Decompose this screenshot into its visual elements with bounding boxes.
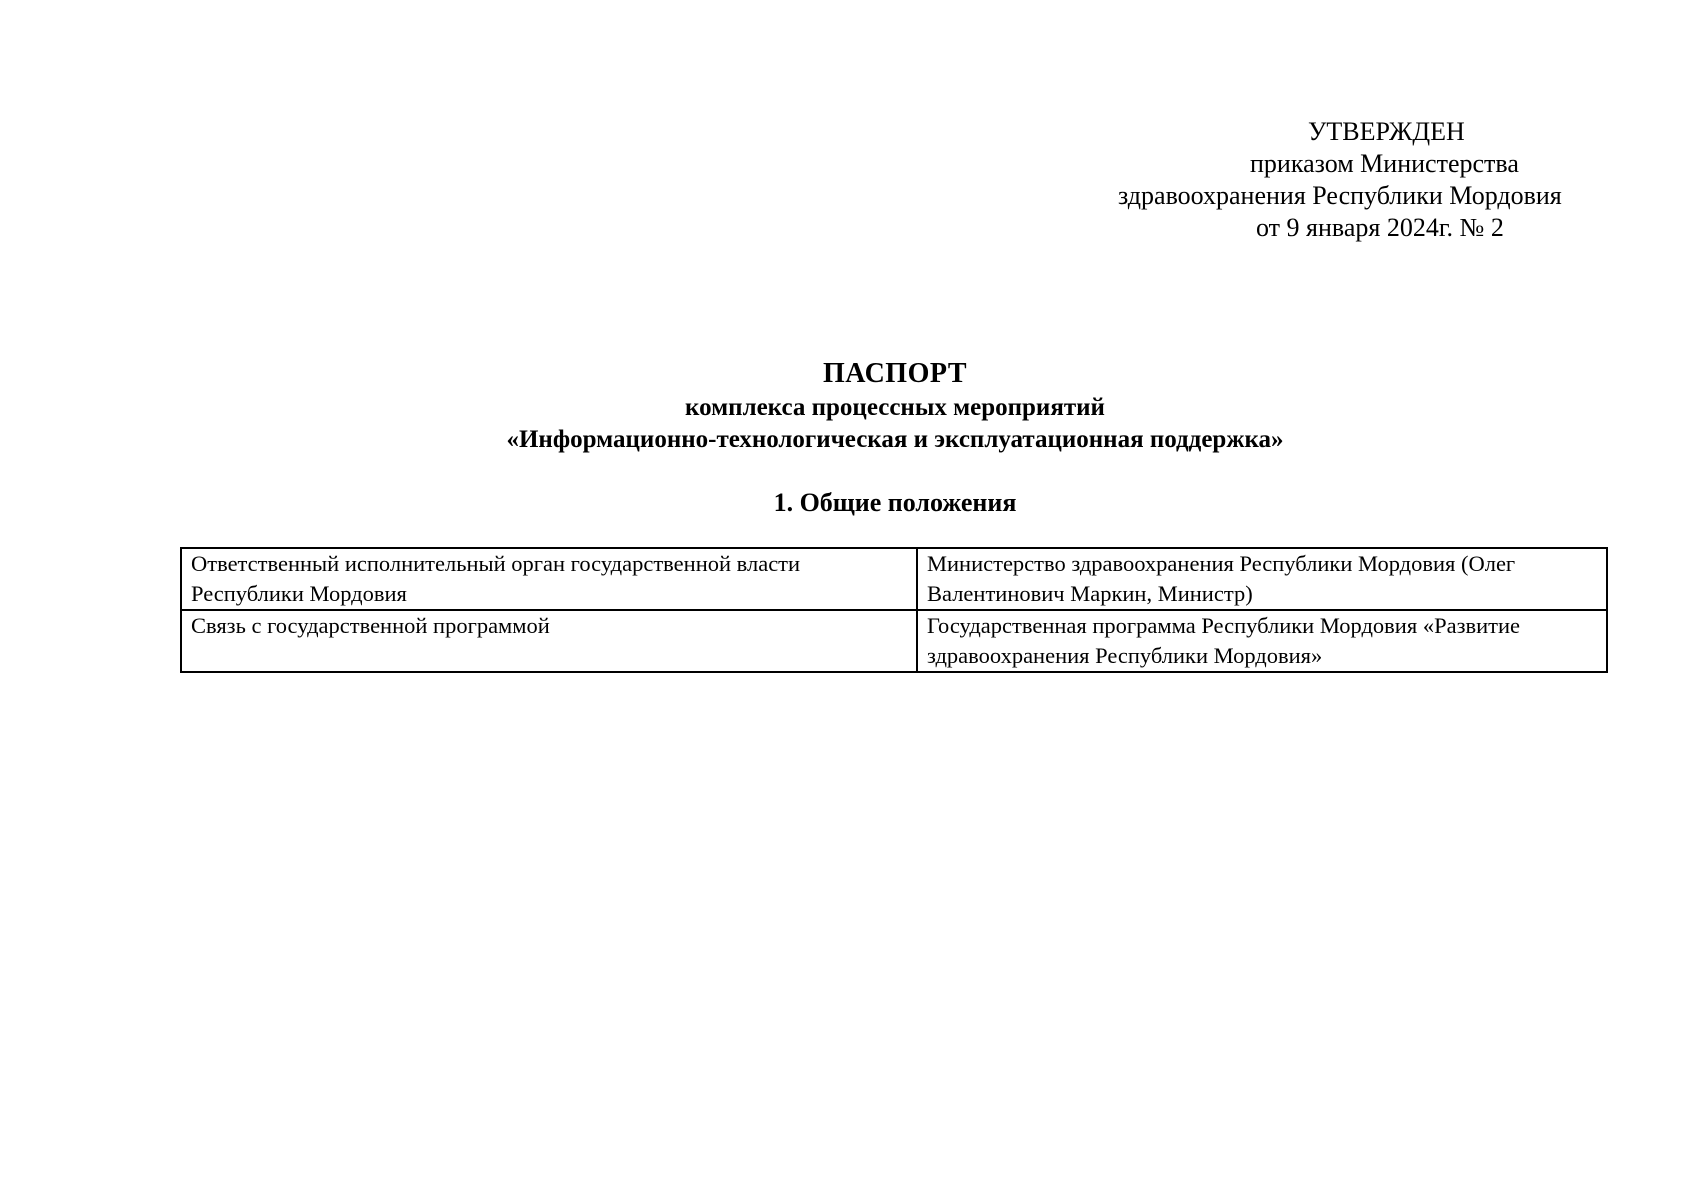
approval-ministry: здравоохранения Республики Мордовия: [1118, 181, 1562, 210]
table-cell-label: Ответственный исполнительный орган государственной власти Республики Мордовия: [181, 548, 917, 610]
document-title: ПАСПОРТ: [822, 358, 967, 389]
table-row: [181, 548, 1607, 610]
document-heading: [0, 356, 1698, 456]
table-row: [181, 610, 1607, 672]
approval-date: от 9 января 2024г. № 2: [1256, 213, 1504, 242]
approval-title: УТВЕРЖДЕН: [1308, 117, 1465, 146]
approval-block: [1112, 116, 1612, 244]
table-cell-value: Государственная программа Республики Мордовия «Развитие здравоохранения Республики Мордовия»: [917, 610, 1607, 672]
table-cell-value: Министерство здравоохранения Республики Мордовия (Олег Валентинович Маркин, Министр): [917, 548, 1607, 610]
document-subtitle-line-1: комплекса процессных мероприятий: [685, 394, 1105, 421]
approval-order: приказом Министерства: [1250, 149, 1519, 178]
document-subtitle-line-2: «Информационно-технологическая и эксплуатационная поддержка»: [506, 426, 1284, 453]
general-provisions-table: [180, 547, 1608, 673]
table-cell-label: Связь с государственной программой: [181, 610, 917, 672]
section-title: 1. Общие положения: [773, 488, 1017, 517]
